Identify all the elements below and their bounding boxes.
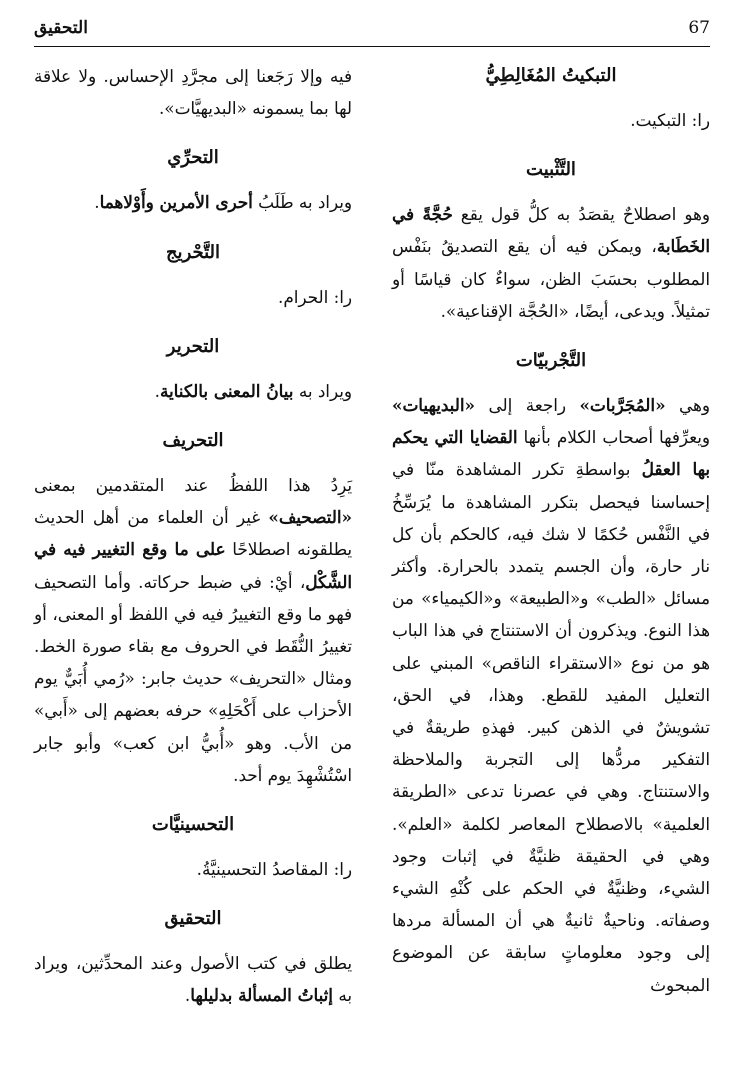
running-head: التحقيق [34,18,88,38]
entry-body: را: الحرام. [277,286,352,307]
entry-body: وهو اصطلاحٌ يقصَدُ به كلُّ قول يقع حُجَّةً في الخَطَابة، ويمكن فيه أن يقع التصديقُ بنَفْس المطلوب بحسَبَ الظن، سواءٌ كان قياسًا أو تمثيلاً. ويدعى، أيضًا، «الحُجَّة الإقناعية». [392,204,710,321]
entry-title: التَّثْبيت [526,159,576,181]
entry-body: ويراد به طَلَبُ أحرى الأمرين وأَوْلاهما. [94,192,352,213]
entry-body: وهي «المُجَرَّبات» راجعة إلى «البديهيات» ويعرِّفها أصحاب الكلام بأنها القضايا التي يحكم بها العقلُ بواسطةِ تكرر المشاهدة منّا في إحساسنا فيحصل بتكرر المشاهدة ما يُرَسِّخُ في النَّفْس حُكمًا لا شك فيه، كالحكم بأن كل نار حارة، وأن الجسم يتمدد بالحرارة. وأكثر مسائل «الطب» و«الطبيعة» و«الكيمياء» من هذا النوع. ويذكرون أن الاستنتاج في هذا الباب هو من نوع «الاستقراء الناقص» المبني على التعليل المفيد للقطع. وهذا، في الحق، تشويشٌ في الذهن كبير. فهذهِ طريقةٌ في التفكير مردُّها إلى التجربة والملاحظة والاستنتاج. وهي في عصرنا تدعى «الطريقة العلمية» بالاصطلاح المعاصر لكلمة «العلم». وهي في الحقيقة ظنيَّةٌ في إثبات وجود الشيء، وظنيَّةٌ في الحكم على كُنْهِ الشيء وصفاته. وناحيةٌ ثانيةٌ هي أن المسألة مردها إلى وجود معلوماتٍ سابقة عن الموضوع المبحوث [392,395,711,995]
left-column [34,60,352,1030]
entry-title: التحرير [166,335,220,357]
entry-title: التحرِّي [167,147,219,169]
entry-title: التَّجْربيّات [515,350,587,372]
right-column [392,60,710,1019]
entry-title: التحسينيَّات [151,814,235,836]
entry-title: التَّحْريج [165,241,221,263]
entry-title: التحقيق [164,908,222,930]
entry-body: يَرِدُ هذا اللفظُ عند المتقدمين بمعنى «التصحيف» غير أن العلماء من أهل الحديث يطلقونه اصطلاحًا على ما وقع التغيير فيه في الشَّكْل، أيْ: في ضبط حركاته. وأما التصحيف فهو ما وقع التغييرُ فيه في اللفظ أو المعنى، أو تغييرُ النُّقَط في الحروف مع بقاء صورة الخط. ومثال «التحريف» حديث جابر: «رُمي أُبَيٌّ يوم الأحزاب على أَكْحَلِهِ» حرفه بعضهم إلى «أَبي» من الأب. وهو «أُبيُّ ابن كعب» وأبو جابر اسْتُشْهِدَ يوم أحد. [34,475,353,785]
entry-body: يطلق في كتب الأصول وعند المحدِّثين، ويراد به إثباتُ المسألة بدليلها. [34,953,352,1006]
entry-body: را: المقاصدُ التحسينيَّةُ. [196,859,352,880]
header-rule [34,46,710,47]
entry-body: را: التبكيت. [630,110,710,130]
continued-text: فيه وإلا رَجَعنا إلى مجرَّدِ الإحساس. ولا علاقة لها بما يسمونه «البديهيَّات». [34,66,352,119]
entry-body: ويراد به بيانُ المعنى بالكناية. [154,380,352,401]
page-number: 67 [688,18,710,38]
page-header [34,14,710,44]
entry-title: التحريف [162,430,224,452]
entry-title: التبكيتُ المُغَالِطِيُّ [485,65,617,86]
